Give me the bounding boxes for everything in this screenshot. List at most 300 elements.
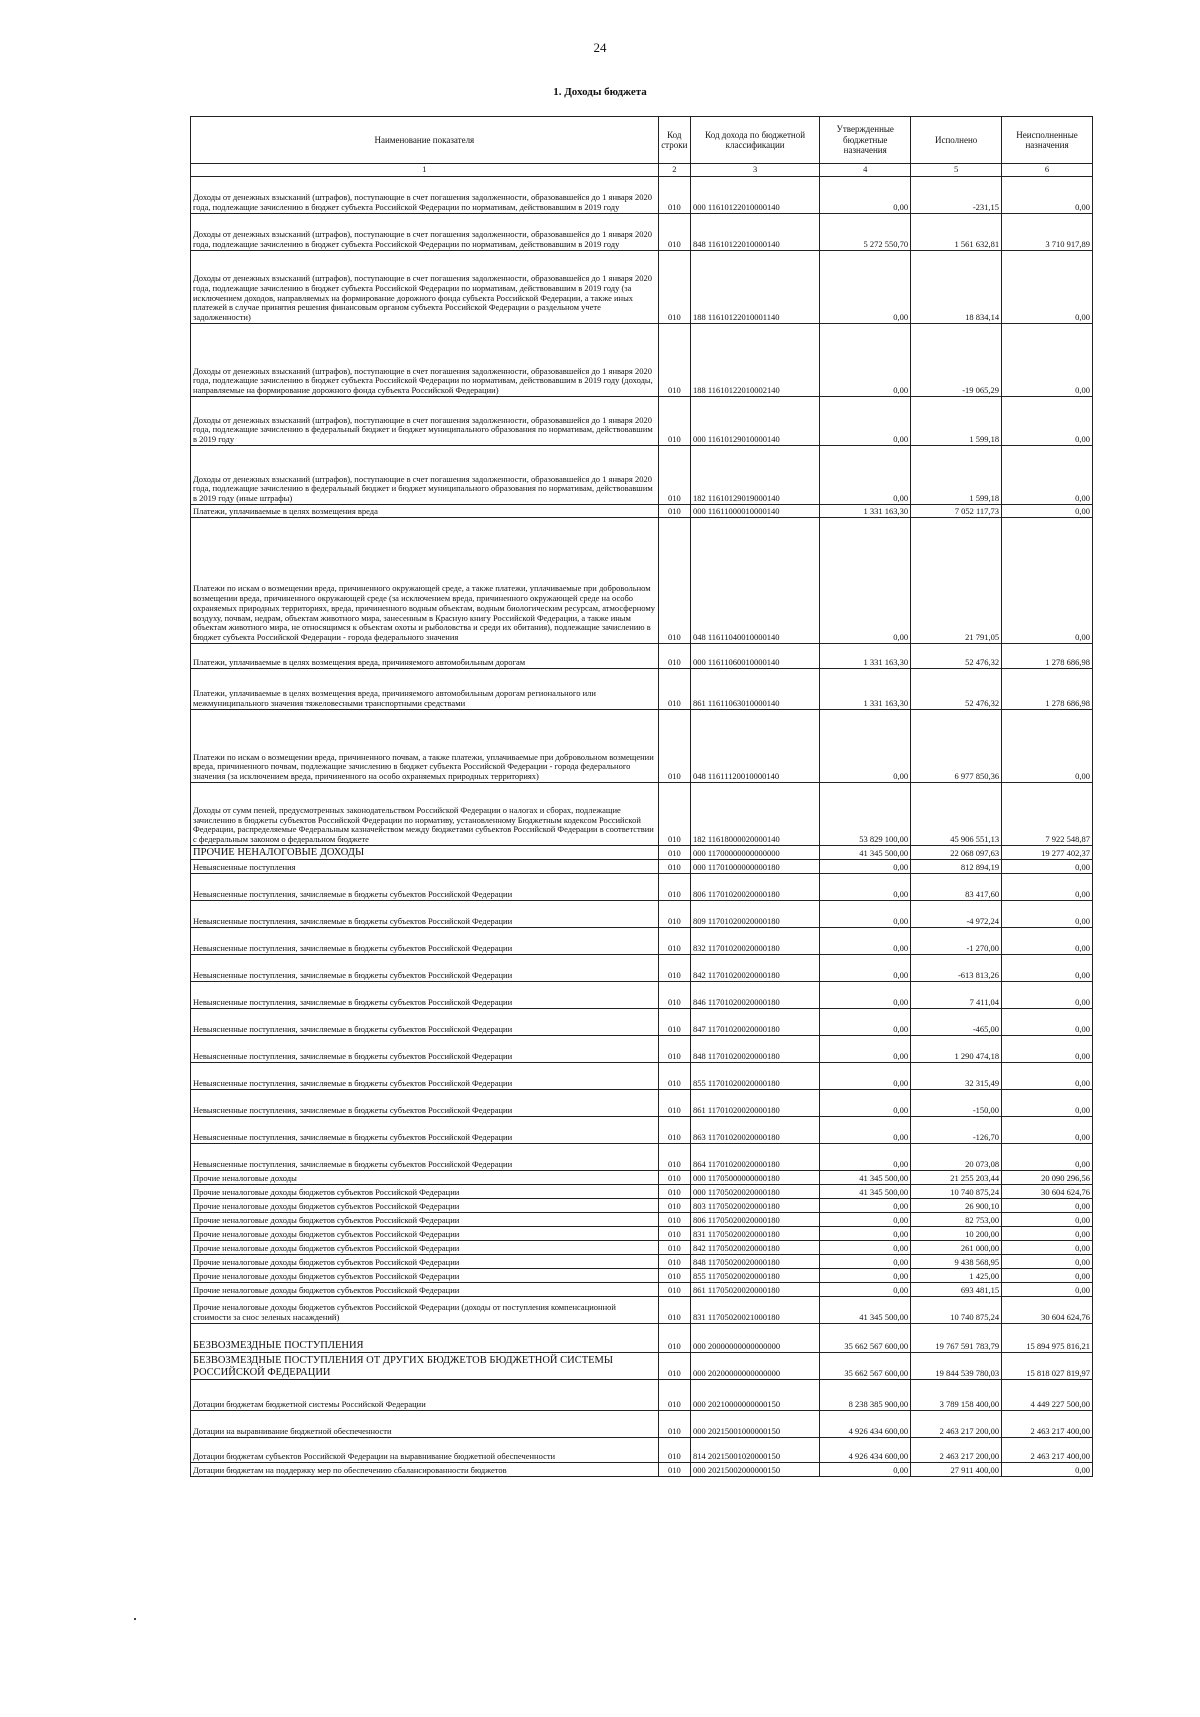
row-income-code-cell: 831 11705020021000180 <box>690 1297 819 1324</box>
table-row <box>191 955 1093 982</box>
table-row <box>191 783 1093 846</box>
row-line-code-cell: 010 <box>658 1241 690 1255</box>
row-income-code-cell: 000 11610122010000140 <box>690 177 819 214</box>
page-number: 24 <box>593 40 607 55</box>
column-number: 5 <box>911 164 1002 177</box>
row-executed-cell: 7 411,04 <box>911 982 1002 1009</box>
row-unexecuted-cell: 2 463 217 400,00 <box>1002 1411 1093 1438</box>
row-unexecuted-cell: 0,00 <box>1002 518 1093 644</box>
row-line-code-cell: 010 <box>658 324 690 397</box>
row-name-cell: Платежи, уплачиваемые в целях возмещения вреда <box>191 505 659 518</box>
row-income-code-cell: 847 11701020020000180 <box>690 1009 819 1036</box>
table-row <box>191 1009 1093 1036</box>
row-executed-cell: -126,70 <box>911 1117 1002 1144</box>
table-row <box>191 901 1093 928</box>
row-approved-cell: 0,00 <box>820 1255 911 1269</box>
row-income-code-cell: 848 11701020020000180 <box>690 1036 819 1063</box>
row-unexecuted-cell: 20 090 296,56 <box>1002 1171 1093 1185</box>
row-name-cell: БЕЗВОЗМЕЗДНЫЕ ПОСТУПЛЕНИЯ ОТ ДРУГИХ БЮДЖЕТОВ БЮДЖЕТНОЙ СИСТЕМЫ РОССИЙСКОЙ ФЕДЕРАЦИИ <box>191 1353 659 1380</box>
row-executed-cell: 22 068 097,63 <box>911 846 1002 860</box>
table-row <box>191 1036 1093 1063</box>
row-line-code-cell: 010 <box>658 644 690 669</box>
row-executed-cell: 18 834,14 <box>911 251 1002 324</box>
row-name-cell: Прочие неналоговые доходы бюджетов субъектов Российской Федерации <box>191 1283 659 1297</box>
row-approved-cell: 0,00 <box>820 251 911 324</box>
row-approved-cell: 0,00 <box>820 177 911 214</box>
row-unexecuted-cell: 0,00 <box>1002 874 1093 901</box>
table-row <box>191 1144 1093 1171</box>
row-approved-cell: 0,00 <box>820 1036 911 1063</box>
row-executed-cell: -1 270,00 <box>911 928 1002 955</box>
row-approved-cell: 0,00 <box>820 1241 911 1255</box>
row-approved-cell: 4 926 434 600,00 <box>820 1438 911 1463</box>
row-income-code-cell: 848 11610122010000140 <box>690 214 819 251</box>
row-executed-cell: 7 052 117,73 <box>911 505 1002 518</box>
row-approved-cell: 0,00 <box>820 1009 911 1036</box>
row-approved-cell: 0,00 <box>820 955 911 982</box>
row-name-cell: Прочие неналоговые доходы бюджетов субъектов Российской Федерации <box>191 1269 659 1283</box>
row-name-cell: Доходы от денежных взысканий (штрафов), поступающие в счет погашения задолженности, образовавшейся до 1 января 2020 года, подлежащие зачислению в бюджет субъекта Российской Федерации по нормативам, действовавшим в 2019 году <box>191 214 659 251</box>
row-unexecuted-cell: 15 818 027 819,97 <box>1002 1353 1093 1380</box>
row-name-cell: Невыясненные поступления, зачисляемые в бюджеты субъектов Российской Федерации <box>191 982 659 1009</box>
row-income-code-cell: 000 20215001000000150 <box>690 1411 819 1438</box>
table-row <box>191 397 1093 446</box>
row-name-cell: Дотации на выравнивание бюджетной обеспеченности <box>191 1411 659 1438</box>
row-line-code-cell: 010 <box>658 955 690 982</box>
row-name-cell: Невыясненные поступления, зачисляемые в бюджеты субъектов Российской Федерации <box>191 955 659 982</box>
table-row <box>191 505 1093 518</box>
table-row <box>191 324 1093 397</box>
row-executed-cell: 27 911 400,00 <box>911 1463 1002 1477</box>
row-name-cell: Прочие неналоговые доходы бюджетов субъектов Российской Федерации <box>191 1227 659 1241</box>
row-unexecuted-cell: 0,00 <box>1002 1009 1093 1036</box>
row-executed-cell: 261 000,00 <box>911 1241 1002 1255</box>
row-name-cell: Прочие неналоговые доходы бюджетов субъектов Российской Федерации <box>191 1185 659 1199</box>
table-row <box>191 1438 1093 1463</box>
row-unexecuted-cell: 0,00 <box>1002 251 1093 324</box>
table-row <box>191 860 1093 874</box>
row-line-code-cell: 010 <box>658 1255 690 1269</box>
table-row <box>191 1213 1093 1227</box>
table-row <box>191 669 1093 710</box>
row-income-code-cell: 188 11610122010001140 <box>690 251 819 324</box>
row-approved-cell: 0,00 <box>820 1463 911 1477</box>
row-executed-cell: 10 200,00 <box>911 1227 1002 1241</box>
row-approved-cell: 0,00 <box>820 1199 911 1213</box>
row-executed-cell: 9 438 568,95 <box>911 1255 1002 1269</box>
row-unexecuted-cell: 0,00 <box>1002 1213 1093 1227</box>
row-unexecuted-cell: 0,00 <box>1002 901 1093 928</box>
row-approved-cell: 1 331 163,30 <box>820 669 911 710</box>
row-income-code-cell: 000 11611060010000140 <box>690 644 819 669</box>
row-name-cell: Платежи по искам о возмещении вреда, причиненного окружающей среде, а также платежи, уплачиваемые при добровольном возмещении вреда, причиненного окружающей среде (за исключением вреда, причиненного окружающей среде на особо охраняемых природных территориях, вреда, причиненного водным объектам, водным биологическим ресурсам, атмосферному воздуху, почвам, недрам, объектам животного мира, занесенным в Красную книгу Российской Федерации, а также иным объектам животного мира, не относящимся к объектам охоты и рыболовства и среди их обитания), подлежащие зачислению в бюджет субъекта Российской Федерации - города федерального значения <box>191 518 659 644</box>
row-approved-cell: 5 272 550,70 <box>820 214 911 251</box>
row-line-code-cell: 010 <box>658 518 690 644</box>
row-name-cell: Дотации бюджетам бюджетной системы Российской Федерации <box>191 1380 659 1411</box>
table-row <box>191 1283 1093 1297</box>
row-line-code-cell: 010 <box>658 1199 690 1213</box>
row-executed-cell: -19 065,29 <box>911 324 1002 397</box>
row-unexecuted-cell: 0,00 <box>1002 928 1093 955</box>
row-name-cell: Невыясненные поступления, зачисляемые в бюджеты субъектов Российской Федерации <box>191 1009 659 1036</box>
row-line-code-cell: 010 <box>658 505 690 518</box>
row-income-code-cell: 000 11705000000000180 <box>690 1171 819 1185</box>
row-name-cell: Невыясненные поступления, зачисляемые в бюджеты субъектов Российской Федерации <box>191 1036 659 1063</box>
table-row <box>191 1063 1093 1090</box>
row-approved-cell: 0,00 <box>820 1144 911 1171</box>
row-executed-cell: 1 425,00 <box>911 1269 1002 1283</box>
row-income-code-cell: 000 11611000010000140 <box>690 505 819 518</box>
row-approved-cell: 35 662 567 600,00 <box>820 1353 911 1380</box>
row-approved-cell: 0,00 <box>820 928 911 955</box>
row-line-code-cell: 010 <box>658 251 690 324</box>
row-line-code-cell: 010 <box>658 669 690 710</box>
row-approved-cell: 1 331 163,30 <box>820 505 911 518</box>
row-approved-cell: 0,00 <box>820 982 911 1009</box>
table-row <box>191 1090 1093 1117</box>
table-row <box>191 251 1093 324</box>
row-name-cell: Прочие неналоговые доходы бюджетов субъектов Российской Федерации <box>191 1241 659 1255</box>
row-line-code-cell: 010 <box>658 1090 690 1117</box>
row-line-code-cell: 010 <box>658 982 690 1009</box>
column-number: 4 <box>820 164 911 177</box>
row-income-code-cell: 831 11705020020000180 <box>690 1227 819 1241</box>
table-row <box>191 1255 1093 1269</box>
row-name-cell: Доходы от сумм пеней, предусмотренных законодательством Российской Федерации о налогах и сборах, подлежащие зачислению в бюджеты субъектов Российской Федерации по нормативу, установленному Бюджетным кодексом Российской Федерации, распределяемые Федеральным казначейством между бюджетами субъектов Российской Федерации в соответствии с федеральным законом о федеральном бюджете <box>191 783 659 846</box>
row-line-code-cell: 010 <box>658 446 690 505</box>
row-line-code-cell: 010 <box>658 860 690 874</box>
table-row <box>191 518 1093 644</box>
row-unexecuted-cell: 0,00 <box>1002 1241 1093 1255</box>
row-approved-cell: 0,00 <box>820 324 911 397</box>
row-approved-cell: 0,00 <box>820 1227 911 1241</box>
row-approved-cell: 0,00 <box>820 710 911 783</box>
table-header-row <box>191 117 1093 164</box>
row-line-code-cell: 010 <box>658 1297 690 1324</box>
row-name-cell: Невыясненные поступления, зачисляемые в бюджеты субъектов Российской Федерации <box>191 1063 659 1090</box>
row-income-code-cell: 000 20215002000000150 <box>690 1463 819 1477</box>
row-executed-cell: 812 894,19 <box>911 860 1002 874</box>
row-executed-cell: 1 599,18 <box>911 446 1002 505</box>
row-unexecuted-cell: 0,00 <box>1002 1063 1093 1090</box>
table-row <box>191 1269 1093 1283</box>
row-executed-cell: -231,15 <box>911 177 1002 214</box>
row-line-code-cell: 010 <box>658 1380 690 1411</box>
row-approved-cell: 4 926 434 600,00 <box>820 1411 911 1438</box>
row-name-cell: Невыясненные поступления, зачисляемые в бюджеты субъектов Российской Федерации <box>191 901 659 928</box>
row-line-code-cell: 010 <box>658 710 690 783</box>
row-unexecuted-cell: 0,00 <box>1002 860 1093 874</box>
row-income-code-cell: 855 11701020020000180 <box>690 1063 819 1090</box>
row-unexecuted-cell: 19 277 402,37 <box>1002 846 1093 860</box>
row-line-code-cell: 010 <box>658 928 690 955</box>
row-approved-cell: 41 345 500,00 <box>820 846 911 860</box>
row-name-cell: Доходы от денежных взысканий (штрафов), поступающие в счет погашения задолженности, образовавшейся до 1 января 2020 года, подлежащие зачислению в федеральный бюджет и бюджет муниципального образования по нормативам, действовавшим в 2019 году (иные штрафы) <box>191 446 659 505</box>
row-approved-cell: 41 345 500,00 <box>820 1297 911 1324</box>
row-income-code-cell: 000 20210000000000150 <box>690 1380 819 1411</box>
row-executed-cell: 19 844 539 780,03 <box>911 1353 1002 1380</box>
row-name-cell: Прочие неналоговые доходы бюджетов субъектов Российской Федерации <box>191 1213 659 1227</box>
row-unexecuted-cell: 0,00 <box>1002 324 1093 397</box>
row-approved-cell: 41 345 500,00 <box>820 1185 911 1199</box>
row-unexecuted-cell: 0,00 <box>1002 1117 1093 1144</box>
table-row <box>191 1227 1093 1241</box>
row-income-code-cell: 000 11701000000000180 <box>690 860 819 874</box>
row-executed-cell: 2 463 217 200,00 <box>911 1438 1002 1463</box>
row-line-code-cell: 010 <box>658 1171 690 1185</box>
table-row <box>191 1117 1093 1144</box>
row-name-cell: Дотации бюджетам на поддержку мер по обеспечению сбалансированности бюджетов <box>191 1463 659 1477</box>
table-row <box>191 446 1093 505</box>
row-unexecuted-cell: 4 449 227 500,00 <box>1002 1380 1093 1411</box>
table-row <box>191 1353 1093 1380</box>
table-row <box>191 982 1093 1009</box>
table-row <box>191 1324 1093 1353</box>
row-unexecuted-cell: 1 278 686,98 <box>1002 644 1093 669</box>
row-line-code-cell: 010 <box>658 1438 690 1463</box>
row-name-cell: Платежи по искам о возмещении вреда, причиненного почвам, а также платежи, уплачиваемые при добровольном возмещении вреда, причиненного почвам, подлежащие зачислению в бюджет субъекта Российской Федерации - города федерального значения (за исключением вреда, причиненного на особо охраняемых природных территориях) <box>191 710 659 783</box>
row-name-cell: БЕЗВОЗМЕЗДНЫЕ ПОСТУПЛЕНИЯ <box>191 1324 659 1353</box>
row-income-code-cell: 182 11610129019000140 <box>690 446 819 505</box>
header-approved: Утвержденные бюджетные назначения <box>820 117 911 164</box>
row-line-code-cell: 010 <box>658 1036 690 1063</box>
row-approved-cell: 0,00 <box>820 901 911 928</box>
row-income-code-cell: 000 20200000000000000 <box>690 1353 819 1380</box>
row-income-code-cell: 806 11701020020000180 <box>690 874 819 901</box>
table-row <box>191 1411 1093 1438</box>
row-unexecuted-cell: 0,00 <box>1002 982 1093 1009</box>
row-approved-cell: 0,00 <box>820 397 911 446</box>
row-executed-cell: -613 813,26 <box>911 955 1002 982</box>
column-number: 6 <box>1002 164 1093 177</box>
row-line-code-cell: 010 <box>658 1227 690 1241</box>
row-unexecuted-cell: 0,00 <box>1002 397 1093 446</box>
row-name-cell: Платежи, уплачиваемые в целях возмещения вреда, причиняемого автомобильным дорогам <box>191 644 659 669</box>
row-income-code-cell: 842 11701020020000180 <box>690 955 819 982</box>
row-approved-cell: 0,00 <box>820 1117 911 1144</box>
table-row <box>191 1241 1093 1255</box>
row-name-cell: Невыясненные поступления, зачисляемые в бюджеты субъектов Российской Федерации <box>191 1144 659 1171</box>
row-income-code-cell: 863 11701020020000180 <box>690 1117 819 1144</box>
column-number: 3 <box>690 164 819 177</box>
row-executed-cell: 45 906 551,13 <box>911 783 1002 846</box>
row-executed-cell: 83 417,60 <box>911 874 1002 901</box>
table-row <box>191 1171 1093 1185</box>
row-approved-cell: 8 238 385 900,00 <box>820 1380 911 1411</box>
row-name-cell: Невыясненные поступления, зачисляемые в бюджеты субъектов Российской Федерации <box>191 1117 659 1144</box>
row-income-code-cell: 848 11705020020000180 <box>690 1255 819 1269</box>
row-name-cell: Невыясненные поступления, зачисляемые в бюджеты субъектов Российской Федерации <box>191 928 659 955</box>
row-name-cell: Прочие неналоговые доходы бюджетов субъектов Российской Федерации <box>191 1199 659 1213</box>
budget-income-table <box>190 116 1093 1477</box>
row-unexecuted-cell: 7 922 548,87 <box>1002 783 1093 846</box>
row-income-code-cell: 182 11618000020000140 <box>690 783 819 846</box>
row-line-code-cell: 010 <box>658 397 690 446</box>
row-income-code-cell: 048 11611120010000140 <box>690 710 819 783</box>
row-unexecuted-cell: 0,00 <box>1002 710 1093 783</box>
row-executed-cell: 26 900,10 <box>911 1199 1002 1213</box>
row-income-code-cell: 861 11705020020000180 <box>690 1283 819 1297</box>
row-executed-cell: 52 476,32 <box>911 669 1002 710</box>
row-income-code-cell: 855 11705020020000180 <box>690 1269 819 1283</box>
row-income-code-cell: 809 11701020020000180 <box>690 901 819 928</box>
table-row <box>191 874 1093 901</box>
row-approved-cell: 1 331 163,30 <box>820 644 911 669</box>
row-income-code-cell: 864 11701020020000180 <box>690 1144 819 1171</box>
row-executed-cell: -150,00 <box>911 1090 1002 1117</box>
row-line-code-cell: 010 <box>658 1269 690 1283</box>
row-income-code-cell: 814 20215001020000150 <box>690 1438 819 1463</box>
row-unexecuted-cell: 0,00 <box>1002 1269 1093 1283</box>
row-name-cell: Платежи, уплачиваемые в целях возмещения вреда, причиняемого автомобильным дорогам регионального или межмуниципального значения тяжеловесными транспортными средствами <box>191 669 659 710</box>
row-approved-cell: 0,00 <box>820 860 911 874</box>
column-number-row <box>191 164 1093 177</box>
row-executed-cell: 82 753,00 <box>911 1213 1002 1227</box>
row-executed-cell: 1 290 474,18 <box>911 1036 1002 1063</box>
row-executed-cell: 3 789 158 400,00 <box>911 1380 1002 1411</box>
table-row <box>191 710 1093 783</box>
row-executed-cell: 20 073,08 <box>911 1144 1002 1171</box>
row-income-code-cell: 861 11701020020000180 <box>690 1090 819 1117</box>
row-line-code-cell: 010 <box>658 177 690 214</box>
section-title: 1. Доходы бюджета <box>553 86 647 98</box>
table-row <box>191 177 1093 214</box>
row-unexecuted-cell: 0,00 <box>1002 1255 1093 1269</box>
row-name-cell: ПРОЧИЕ НЕНАЛОГОВЫЕ ДОХОДЫ <box>191 846 659 860</box>
table-body <box>191 177 1093 1477</box>
row-line-code-cell: 010 <box>658 1009 690 1036</box>
row-approved-cell: 35 662 567 600,00 <box>820 1324 911 1353</box>
row-name-cell: Доходы от денежных взысканий (штрафов), поступающие в счет погашения задолженности, образовавшейся до 1 января 2020 года, подлежащие зачислению в бюджет субъекта Российской Федерации по нормативам, действовавшим в 2019 году (доходы, направляемые на формирование дорожного фонда субъекта Российской Федерации) <box>191 324 659 397</box>
row-approved-cell: 0,00 <box>820 1090 911 1117</box>
row-name-cell: Доходы от денежных взысканий (штрафов), поступающие в счет погашения задолженности, образовавшейся до 1 января 2020 года, подлежащие зачислению в федеральный бюджет и бюджет муниципального образования по нормативам, действовавшим в 2019 году <box>191 397 659 446</box>
row-name-cell: Прочие неналоговые доходы бюджетов субъектов Российской Федерации <box>191 1255 659 1269</box>
row-income-code-cell: 000 11700000000000000 <box>690 846 819 860</box>
header-name: Наименование показателя <box>191 117 659 164</box>
row-approved-cell: 0,00 <box>820 1269 911 1283</box>
table-row <box>191 928 1093 955</box>
table-row <box>191 1297 1093 1324</box>
row-executed-cell: 2 463 217 200,00 <box>911 1411 1002 1438</box>
row-name-cell: Доходы от денежных взысканий (штрафов), поступающие в счет погашения задолженности, образовавшейся до 1 января 2020 года, подлежащие зачислению в бюджет субъекта Российской Федерации по нормативам, действовавшим в 2019 году (за исключением доходов, направляемых на формирование дорожного фонда субъекта Российской Федерации, а также иных платежей в случае принятия решения финансовым органом субъекта Российской Федерации о раздельном учете задолженности) <box>191 251 659 324</box>
row-unexecuted-cell: 1 278 686,98 <box>1002 669 1093 710</box>
table-row <box>191 1380 1093 1411</box>
row-unexecuted-cell: 0,00 <box>1002 1227 1093 1241</box>
table-row <box>191 1185 1093 1199</box>
row-unexecuted-cell: 0,00 <box>1002 177 1093 214</box>
row-executed-cell: 693 481,15 <box>911 1283 1002 1297</box>
row-line-code-cell: 010 <box>658 901 690 928</box>
row-line-code-cell: 010 <box>658 874 690 901</box>
row-executed-cell: 21 791,05 <box>911 518 1002 644</box>
row-unexecuted-cell: 30 604 624,76 <box>1002 1297 1093 1324</box>
row-income-code-cell: 806 11705020020000180 <box>690 1213 819 1227</box>
header-executed: Исполнено <box>911 117 1002 164</box>
row-approved-cell: 0,00 <box>820 1283 911 1297</box>
row-name-cell: Прочие неналоговые доходы бюджетов субъектов Российской Федерации (доходы от поступления компенсационной стоимости за снос зеленых насаждений) <box>191 1297 659 1324</box>
row-line-code-cell: 010 <box>658 1324 690 1353</box>
row-executed-cell: 1 561 632,81 <box>911 214 1002 251</box>
row-executed-cell: -4 972,24 <box>911 901 1002 928</box>
table-row <box>191 214 1093 251</box>
row-unexecuted-cell: 0,00 <box>1002 1090 1093 1117</box>
table-row <box>191 1199 1093 1213</box>
row-name-cell: Дотации бюджетам субъектов Российской Федерации на выравнивание бюджетной обеспеченности <box>191 1438 659 1463</box>
row-line-code-cell: 010 <box>658 783 690 846</box>
row-line-code-cell: 010 <box>658 1144 690 1171</box>
scan-speck <box>134 1618 136 1620</box>
row-executed-cell: 52 476,32 <box>911 644 1002 669</box>
row-income-code-cell: 000 20000000000000000 <box>690 1324 819 1353</box>
row-line-code-cell: 010 <box>658 1411 690 1438</box>
row-line-code-cell: 010 <box>658 1117 690 1144</box>
row-executed-cell: 21 255 203,44 <box>911 1171 1002 1185</box>
row-executed-cell: 1 599,18 <box>911 397 1002 446</box>
row-approved-cell: 53 829 100,00 <box>820 783 911 846</box>
row-unexecuted-cell: 0,00 <box>1002 1199 1093 1213</box>
row-executed-cell: 32 315,49 <box>911 1063 1002 1090</box>
row-income-code-cell: 000 11705020020000180 <box>690 1185 819 1199</box>
row-name-cell: Доходы от денежных взысканий (штрафов), поступающие в счет погашения задолженности, образовавшейся до 1 января 2020 года, подлежащие зачислению в бюджет субъекта Российской Федерации по нормативам, действовавшим в 2019 году <box>191 177 659 214</box>
header-income-code: Код дохода по бюджетной классификации <box>690 117 819 164</box>
row-unexecuted-cell: 30 604 624,76 <box>1002 1185 1093 1199</box>
row-executed-cell: 10 740 875,24 <box>911 1185 1002 1199</box>
row-name-cell: Невыясненные поступления <box>191 860 659 874</box>
table-row <box>191 644 1093 669</box>
row-name-cell: Прочие неналоговые доходы <box>191 1171 659 1185</box>
row-line-code-cell: 010 <box>658 1063 690 1090</box>
row-unexecuted-cell: 0,00 <box>1002 1283 1093 1297</box>
row-income-code-cell: 803 11705020020000180 <box>690 1199 819 1213</box>
row-approved-cell: 0,00 <box>820 874 911 901</box>
row-name-cell: Невыясненные поступления, зачисляемые в бюджеты субъектов Российской Федерации <box>191 874 659 901</box>
row-line-code-cell: 010 <box>658 1463 690 1477</box>
row-income-code-cell: 000 11610129010000140 <box>690 397 819 446</box>
row-income-code-cell: 048 11611040010000140 <box>690 518 819 644</box>
row-approved-cell: 0,00 <box>820 1063 911 1090</box>
column-number: 1 <box>191 164 659 177</box>
row-line-code-cell: 010 <box>658 846 690 860</box>
row-executed-cell: 19 767 591 783,79 <box>911 1324 1002 1353</box>
row-approved-cell: 0,00 <box>820 446 911 505</box>
row-line-code-cell: 010 <box>658 1213 690 1227</box>
row-unexecuted-cell: 0,00 <box>1002 1144 1093 1171</box>
row-income-code-cell: 188 11610122010002140 <box>690 324 819 397</box>
table-row <box>191 1463 1093 1477</box>
row-unexecuted-cell: 0,00 <box>1002 955 1093 982</box>
row-unexecuted-cell: 15 894 975 816,21 <box>1002 1324 1093 1353</box>
row-income-code-cell: 861 11611063010000140 <box>690 669 819 710</box>
row-executed-cell: 6 977 850,36 <box>911 710 1002 783</box>
row-income-code-cell: 832 11701020020000180 <box>690 928 819 955</box>
header-unexecuted: Неисполненные назначения <box>1002 117 1093 164</box>
row-approved-cell: 0,00 <box>820 518 911 644</box>
row-unexecuted-cell: 3 710 917,89 <box>1002 214 1093 251</box>
row-executed-cell: 10 740 875,24 <box>911 1297 1002 1324</box>
row-approved-cell: 41 345 500,00 <box>820 1171 911 1185</box>
table-row <box>191 846 1093 860</box>
row-unexecuted-cell: 0,00 <box>1002 1036 1093 1063</box>
row-income-code-cell: 846 11701020020000180 <box>690 982 819 1009</box>
header-line-code: Код строки <box>658 117 690 164</box>
row-income-code-cell: 842 11705020020000180 <box>690 1241 819 1255</box>
row-line-code-cell: 010 <box>658 1353 690 1380</box>
row-approved-cell: 0,00 <box>820 1213 911 1227</box>
row-executed-cell: -465,00 <box>911 1009 1002 1036</box>
row-unexecuted-cell: 2 463 217 400,00 <box>1002 1438 1093 1463</box>
column-number: 2 <box>658 164 690 177</box>
row-line-code-cell: 010 <box>658 214 690 251</box>
